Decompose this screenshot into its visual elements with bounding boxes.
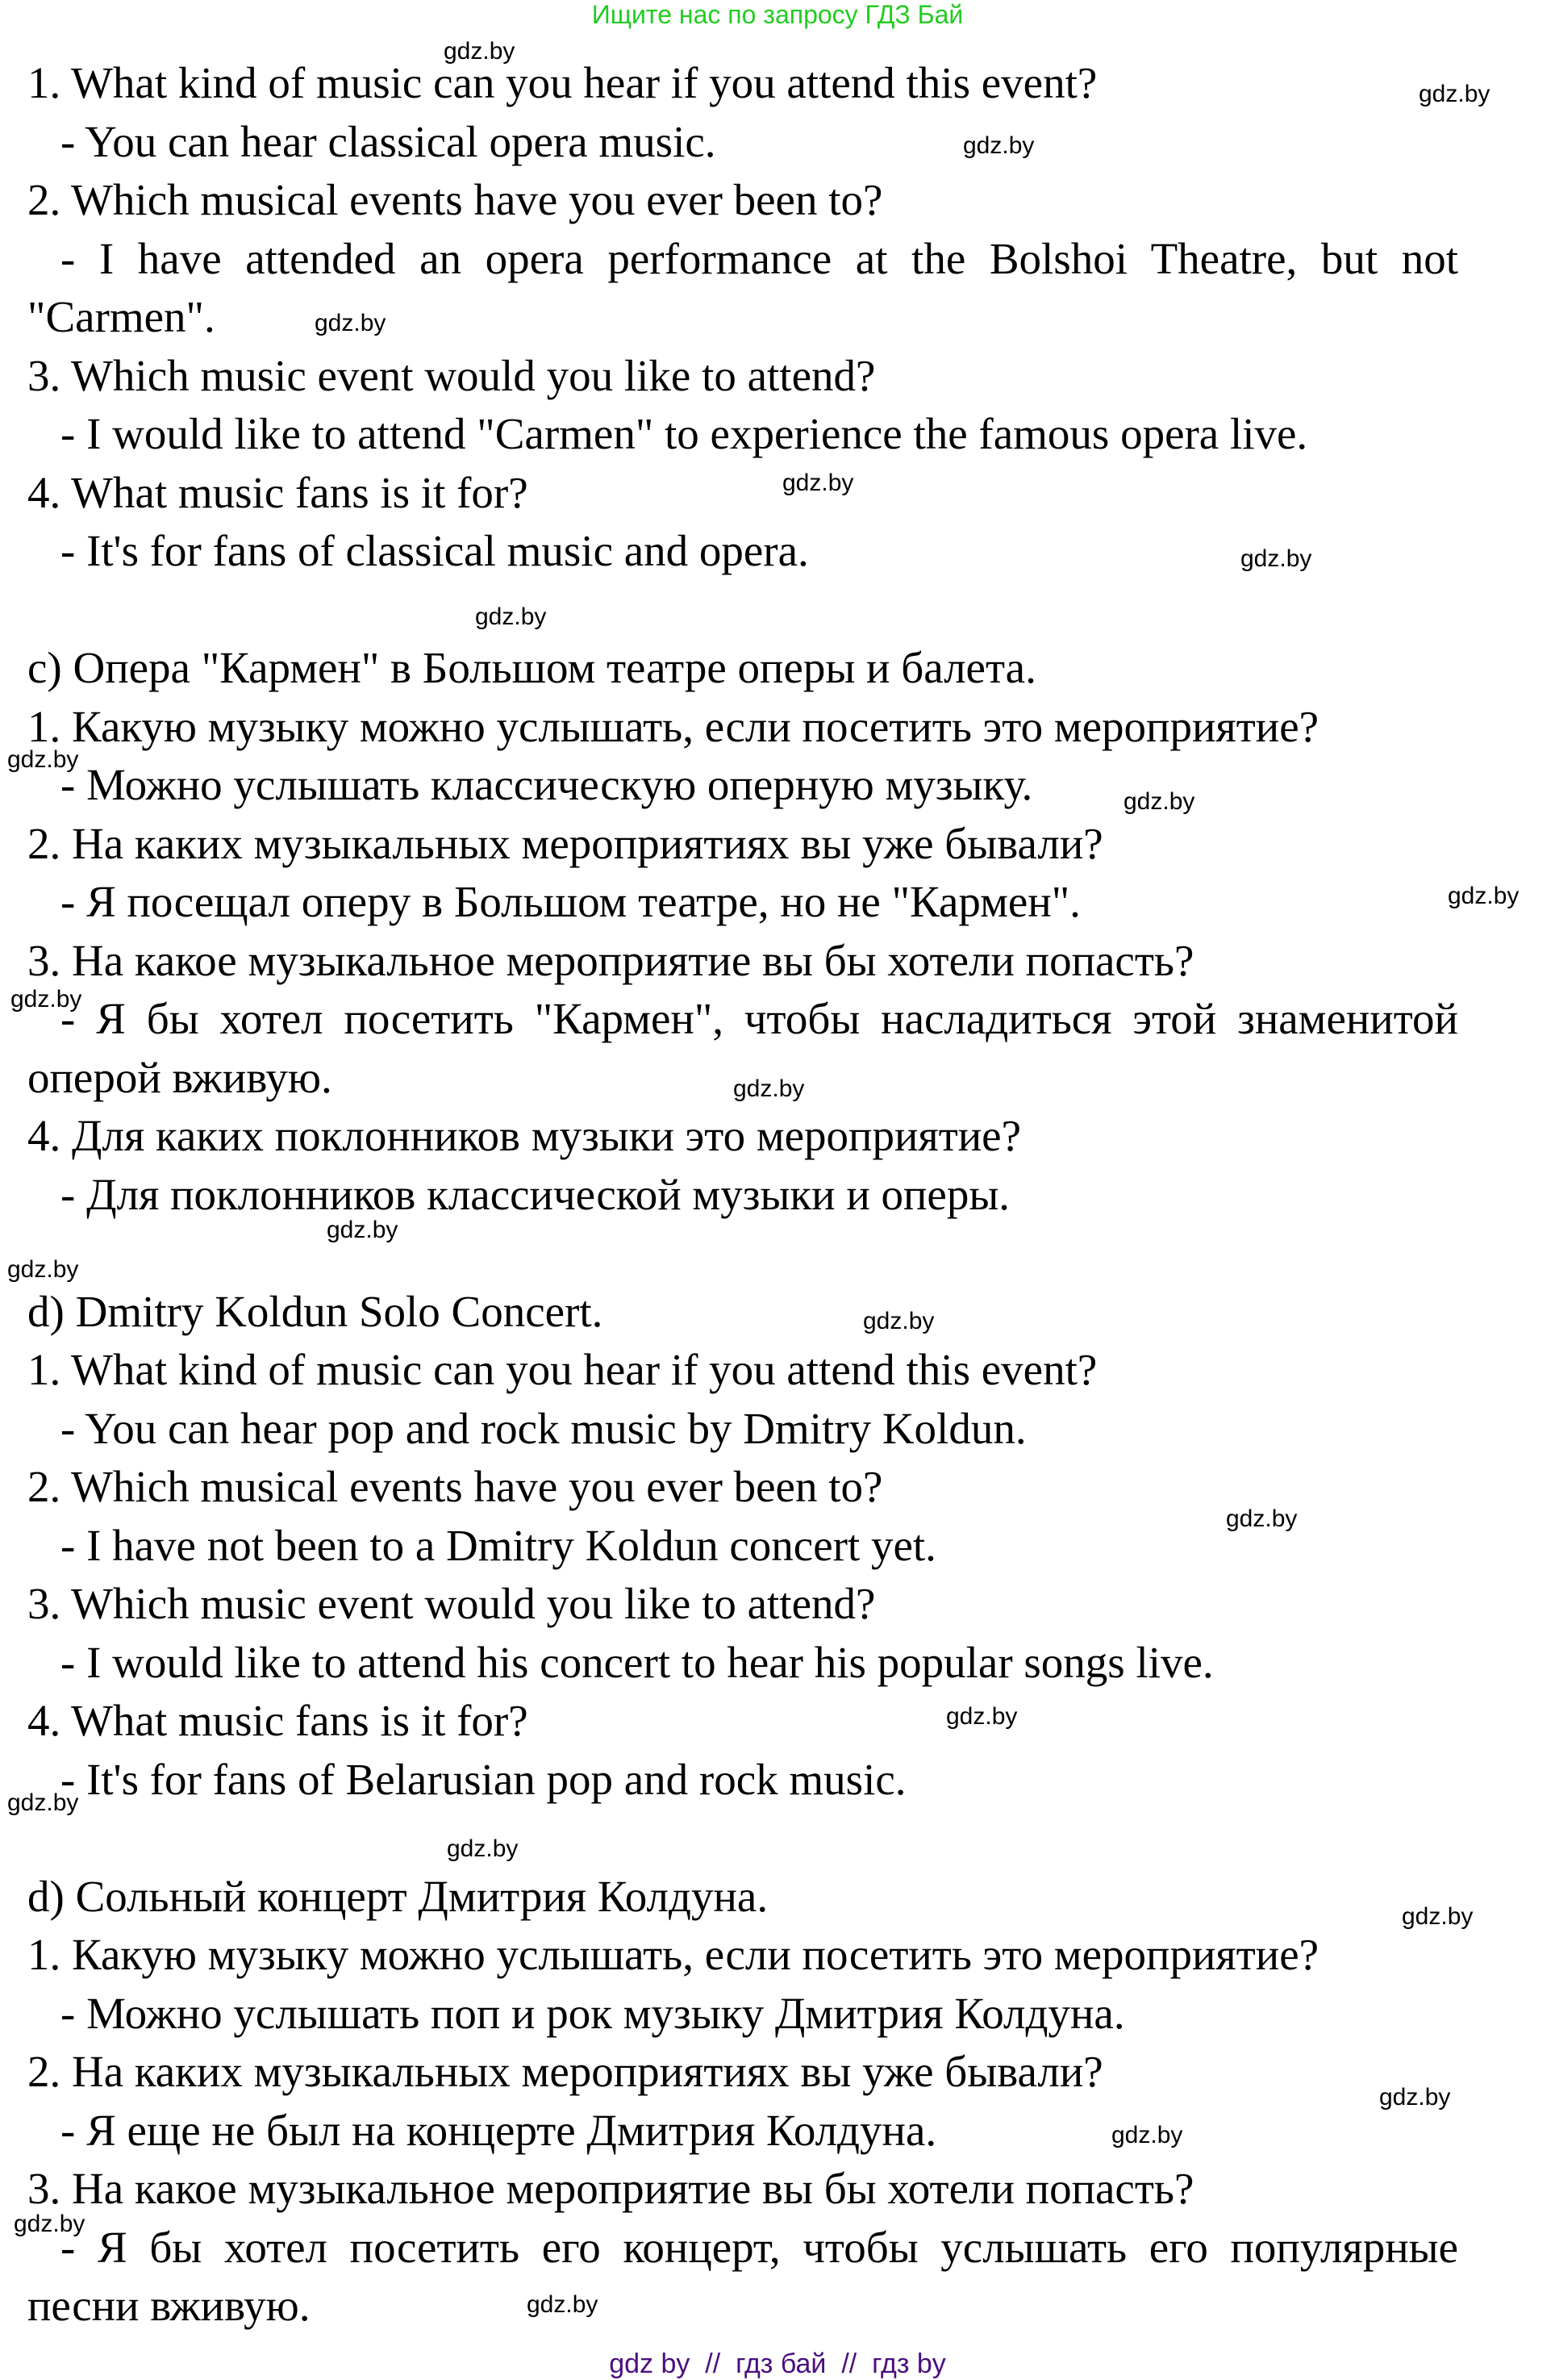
watermark: gdz.by: [963, 132, 1035, 159]
watermark: gdz.by: [475, 603, 547, 630]
question: 3. Which music event would you like to attend?: [27, 1579, 876, 1628]
watermark: gdz.by: [315, 310, 386, 336]
answer: - Для поклонников классической музыки и оперы.: [60, 1169, 1011, 1219]
section-heading: c) Опера "Кармен" в Большом театре оперы и балета.: [27, 643, 1036, 692]
watermark: gdz.by: [1448, 883, 1520, 909]
search-hint-banner: Ищите нас по запросу ГДЗ Бай: [591, 0, 964, 29]
question: 4. Для каких поклонников музыки это мероприятие?: [27, 1111, 1021, 1160]
watermark: gdz.by: [1111, 2122, 1183, 2148]
watermark: gdz.by: [863, 1308, 935, 1334]
answer-continued: оперой вживую.: [27, 1052, 332, 1102]
answer: - Я еще не был на концерте Дмитрия Колдуна.: [60, 2105, 937, 2155]
question: 2. Which musical events have you ever been to?: [27, 175, 883, 224]
question: 3. На какое музыкальное мероприятие вы бы хотели попасть?: [27, 935, 1194, 985]
answer: - Я бы хотел посетить "Кармен", чтобы насладиться этой знаменитой: [60, 994, 1458, 1043]
watermark: gdz.by: [1379, 2084, 1451, 2111]
watermark: gdz.by: [444, 38, 515, 65]
answer: - Я бы хотел посетить его концерт, чтобы услышать его популярные: [60, 2222, 1458, 2272]
watermark: gdz.by: [1124, 788, 1195, 815]
section-heading: d) Сольный концерт Дмитрия Колдуна.: [27, 1871, 769, 1921]
answer: - It's for fans of Belarusian pop and rock music.: [60, 1754, 907, 1804]
watermark: gdz.by: [14, 2211, 85, 2237]
watermark: gdz.by: [1240, 545, 1312, 572]
question: 2. На каких музыкальных мероприятиях вы уже бывали?: [27, 818, 1103, 868]
watermark: gdz.by: [782, 470, 854, 496]
question: 3. На какое музыкальное мероприятие вы бы хотели попасть?: [27, 2164, 1194, 2213]
question: 2. Which musical events have you ever been to?: [27, 1462, 883, 1511]
spacer: [27, 581, 1458, 640]
question: 3. Which music event would you like to attend?: [27, 350, 876, 400]
spacer: [27, 1809, 1458, 1868]
answer: - I would like to attend his concert to hear his popular songs live.: [60, 1637, 1214, 1687]
answer: - I have not been to a Dmitry Koldun concert yet.: [60, 1520, 936, 1570]
answer-text: [27, 54, 1458, 2336]
watermark: gdz.by: [7, 1256, 79, 1283]
watermark: gdz.by: [10, 986, 82, 1013]
question: 4. What music fans is it for?: [27, 467, 528, 517]
question: 1. What kind of music can you hear if you attend this event?: [27, 58, 1098, 107]
question: 1. Какую музыку можно услышать, если посетить это мероприятие?: [27, 1930, 1319, 1979]
watermark: gdz.by: [7, 1789, 79, 1816]
question: 1. What kind of music can you hear if you attend this event?: [27, 1345, 1098, 1394]
watermark: gdz.by: [946, 1703, 1018, 1730]
watermark: gdz.by: [327, 1217, 398, 1243]
watermark: gdz.by: [1402, 1903, 1474, 1930]
answer: - I have attended an opera performance at the Bolshoi Theatre, but not: [60, 233, 1458, 283]
answer: - Можно услышать поп и рок музыку Дмитрия Колдуна.: [60, 1988, 1125, 2038]
watermark: gdz.by: [447, 1835, 519, 1862]
watermark: gdz.by: [733, 1075, 805, 1102]
answer: - You can hear classical opera music.: [60, 116, 716, 166]
answer: - Я посещал оперу в Большом театре, но не "Кармен".: [60, 877, 1081, 926]
question: 1. Какую музыку можно услышать, если посетить это мероприятие?: [27, 701, 1319, 751]
spacer: [27, 1224, 1458, 1283]
answer: - Можно услышать классическую оперную музыку.: [60, 760, 1033, 809]
answer-continued: "Carmen".: [27, 292, 215, 341]
section-heading: d) Dmitry Koldun Solo Concert.: [27, 1286, 603, 1336]
question: 4. What music fans is it for?: [27, 1696, 528, 1745]
answer-continued: песни вживую.: [27, 2281, 311, 2330]
answer: - I would like to attend "Carmen" to experience the famous opera live.: [60, 409, 1308, 458]
watermark: gdz.by: [527, 2291, 598, 2318]
watermark: gdz.by: [1226, 1505, 1298, 1532]
question: 2. На каких музыкальных мероприятиях вы уже бывали?: [27, 2047, 1103, 2096]
footer-links: gdz by // гдз бай // гдз by: [609, 2349, 946, 2379]
watermark: gdz.by: [1419, 81, 1490, 107]
answer: - It's for fans of classical music and opera.: [60, 526, 809, 575]
watermark: gdz.by: [7, 746, 79, 773]
answer: - You can hear pop and rock music by Dmitry Koldun.: [60, 1403, 1027, 1453]
